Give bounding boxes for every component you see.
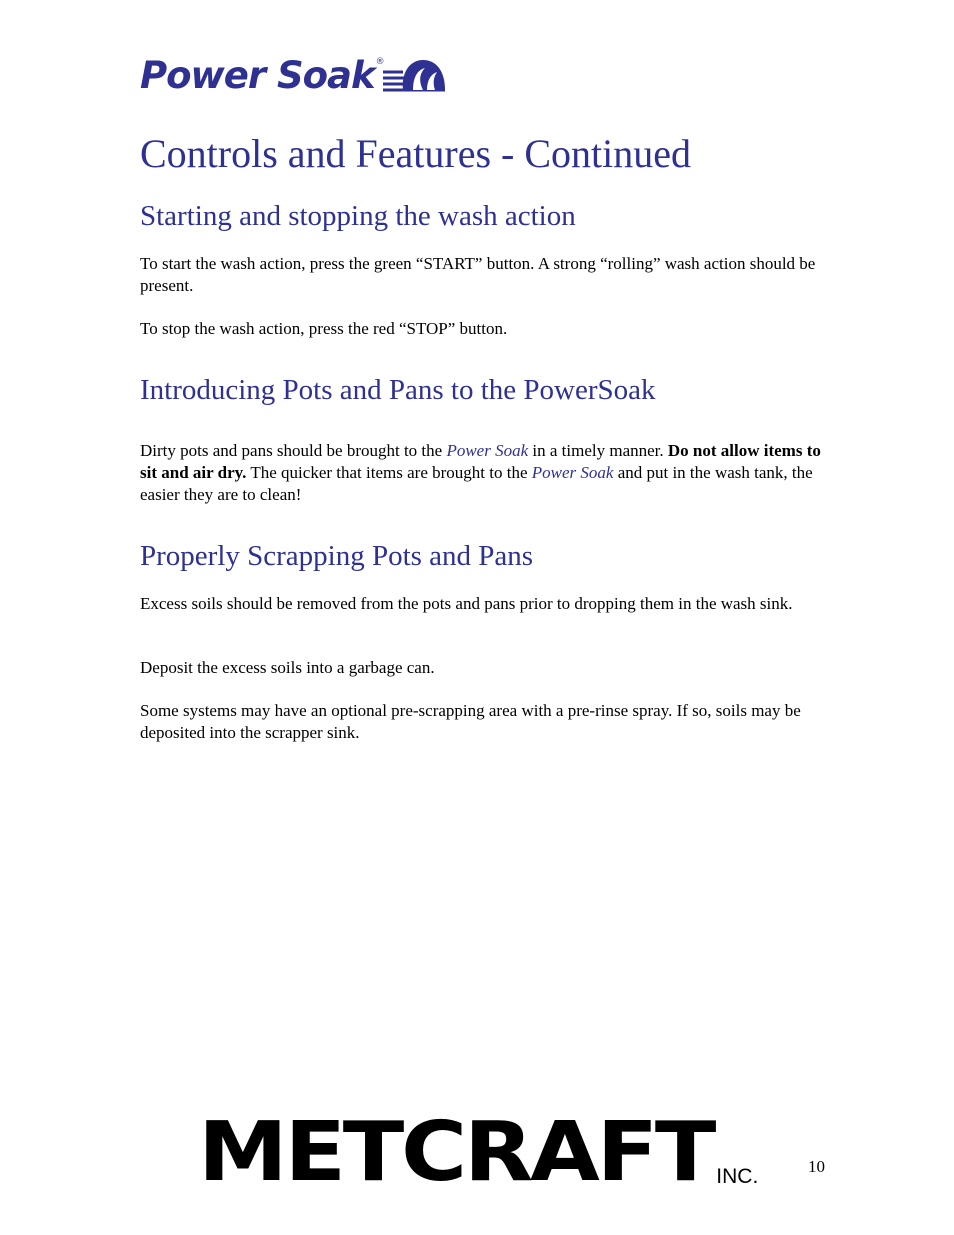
paragraph-start-wash: To start the wash action, press the green “START” button. A strong “rolling” wash action should be present. — [140, 254, 816, 295]
text-run: and put in the wash tank, the easier they are to clean! — [140, 463, 813, 504]
metcraft-logo-suffix: INC. — [716, 1165, 759, 1188]
brand-name-inline: Power Soak — [446, 441, 529, 460]
metcraft-logo-text: METCRAFT — [198, 1105, 714, 1200]
brand-name-inline: Power Soak — [531, 463, 614, 482]
paragraph-excess-soils: Excess soils should be removed from the pots and pans prior to dropping them in the wash sink. — [140, 594, 793, 613]
paragraph-introducing-pots — [140, 440, 840, 506]
bold-warning: Do not allow items to sit and air dry. — [140, 441, 821, 482]
paragraph-stop-wash: To stop the wash action, press the red “STOP” button. — [140, 319, 508, 338]
power-soak-logo — [140, 54, 449, 96]
registered-mark: ® — [375, 57, 385, 67]
section-heading-scrapping: Properly Scrapping Pots and Pans — [140, 540, 534, 572]
power-soak-logo-text: Power Soak — [140, 53, 375, 97]
metcraft-logo — [198, 1105, 759, 1200]
page-number: 10 — [808, 1157, 825, 1176]
page-title: Controls and Features - Continued — [140, 131, 692, 176]
paragraph-garbage-can: Deposit the excess soils into a garbage can. — [140, 658, 435, 677]
wave-icon — [379, 56, 449, 94]
text-run: Dirty pots and pans should be brought to the — [140, 441, 447, 460]
text-run: The quicker that items are brought to the — [246, 463, 532, 482]
text-run: in a timely manner. — [528, 441, 668, 460]
paragraph-pre-scrapping: Some systems may have an optional pre-scrapping area with a pre-rinse spray. If so, soils may be deposited into the scrapper sink. — [140, 701, 801, 742]
section-heading-starting-stopping: Starting and stopping the wash action — [140, 200, 576, 232]
section-heading-introducing-pots: Introducing Pots and Pans to the PowerSoak — [140, 374, 656, 406]
